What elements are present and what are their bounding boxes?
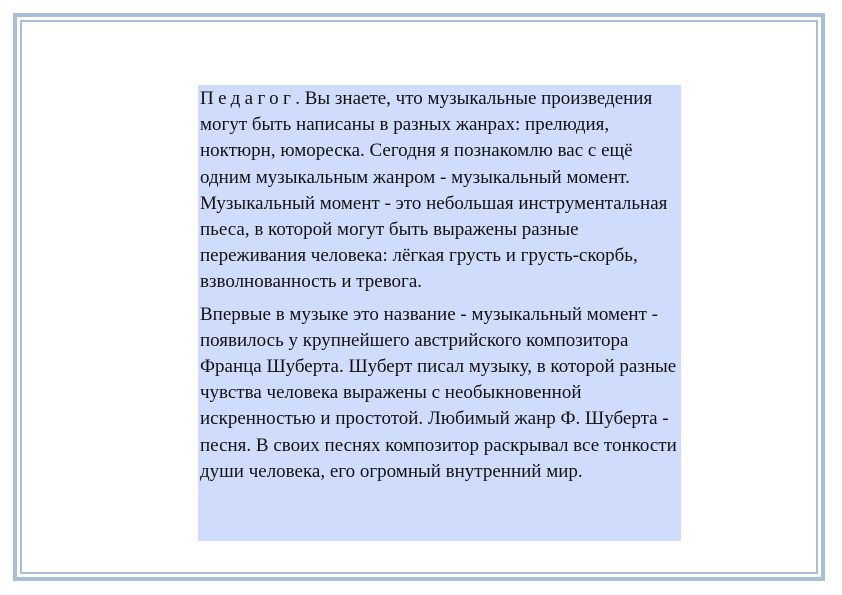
paragraph-1-text: . Вы знаете, что музыкальные произведения могут быть написаны в разных жанрах: прелюдия, ноктюрн, юмореска. Сегодня я познакомлю вас с ещё одним музыкальным жанром - музыкальный момент. Музыкальный момент - это небольшая инструментальная пьеса, в которой могут быть выражены разные переживания человека: лёгкая грусть и грусть-скорбь, взволнованность и тревога. [200, 88, 668, 293]
paragraph-2: Впервые в музыке это название - музыкальный момент - появилось у крупнейшего австрийского композитора Франца Шуберта. Шуберт писал музыку, в которой разные чувства человека выражены с необыкновенной искренностью и простотой. Любимый жанр Ф. Шуберта - песня. В своих песнях композитор раскрывал все тонкости души человека, его огромный внутренний мир. [200, 303, 677, 482]
paragraph-1 [200, 86, 679, 296]
text-box [198, 85, 681, 541]
speaker-label: Педагог [200, 88, 296, 109]
